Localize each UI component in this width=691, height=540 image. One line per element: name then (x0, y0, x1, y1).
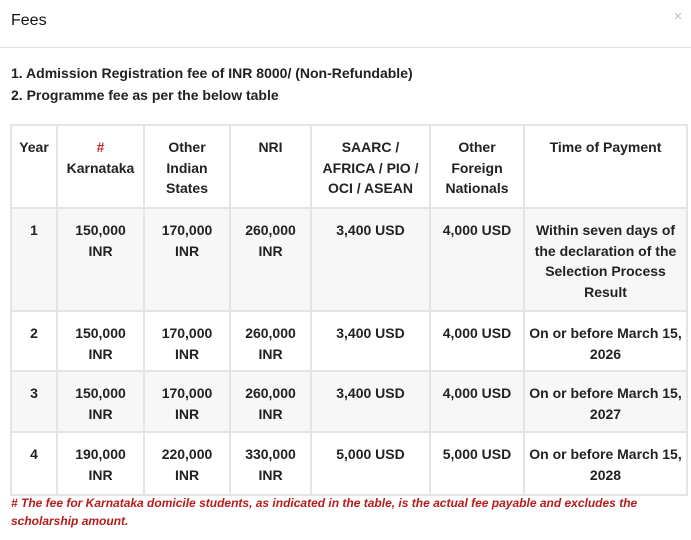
header-payment: Time of Payment (524, 125, 687, 208)
cell-nri: 260,000 INR (230, 371, 311, 432)
table-row (11, 208, 687, 311)
header-year: Year (11, 125, 57, 208)
cell-foreign: 4,000 USD (430, 208, 524, 311)
cell-foreign: 5,000 USD (430, 432, 524, 495)
header-saarc: SAARC / AFRICA / PIO / OCI / ASEAN (311, 125, 430, 208)
cell-karnataka: 150,000 INR (57, 311, 144, 371)
cell-year: 2 (11, 311, 57, 371)
cell-other-states: 170,000 INR (144, 208, 230, 311)
cell-other-states: 220,000 INR (144, 432, 230, 495)
cell-foreign: 4,000 USD (430, 311, 524, 371)
cell-karnataka: 150,000 INR (57, 208, 144, 311)
header-karnataka-label: Karnataka (66, 159, 135, 176)
karnataka-footnote: # The fee for Karnataka domicile students, as indicated in the table, is the actual fee payable and excludes the scholarship amount. (11, 496, 638, 528)
table-header-row (11, 125, 687, 208)
cell-karnataka: 190,000 INR (57, 432, 144, 495)
cell-nri: 330,000 INR (230, 432, 311, 495)
table-row (11, 371, 687, 432)
modal-title: Fees (11, 12, 47, 29)
header-karnataka (57, 125, 144, 208)
modal-header (0, 0, 691, 48)
cell-year: 1 (11, 208, 57, 311)
header-foreign: Other Foreign Nationals (430, 125, 524, 208)
cell-nri: 260,000 INR (230, 208, 311, 311)
header-other-states: Other Indian States (144, 125, 230, 208)
cell-karnataka: 150,000 INR (57, 371, 144, 432)
cell-saarc: 3,400 USD (311, 371, 430, 432)
fees-table (10, 124, 688, 496)
fee-intro (11, 62, 413, 106)
cell-other-states: 170,000 INR (144, 311, 230, 371)
registration-fee-note: 1. Admission Registration fee of INR 8000/ (Non-Refundable) (11, 65, 413, 81)
cell-payment: On or before March 15, 2028 (524, 432, 687, 495)
table-row (11, 311, 687, 371)
cell-payment: On or before March 15, 2026 (524, 311, 687, 371)
cell-saarc: 5,000 USD (311, 432, 430, 495)
cell-saarc: 3,400 USD (311, 311, 430, 371)
programme-fee-note: 2. Programme fee as per the below table (11, 87, 279, 103)
table-row (11, 432, 687, 495)
cell-saarc: 3,400 USD (311, 208, 430, 311)
cell-payment: Within seven days of the declaration of the Selection Process Result (524, 208, 687, 311)
cell-year: 3 (11, 371, 57, 432)
cell-payment: On or before March 15, 2027 (524, 371, 687, 432)
close-icon[interactable]: × (673, 8, 683, 25)
cell-nri: 260,000 INR (230, 311, 311, 371)
karnataka-footnote-mark: # (96, 139, 105, 155)
cell-foreign: 4,000 USD (430, 371, 524, 432)
cell-year: 4 (11, 432, 57, 495)
header-nri: NRI (230, 125, 311, 208)
cell-other-states: 170,000 INR (144, 371, 230, 432)
